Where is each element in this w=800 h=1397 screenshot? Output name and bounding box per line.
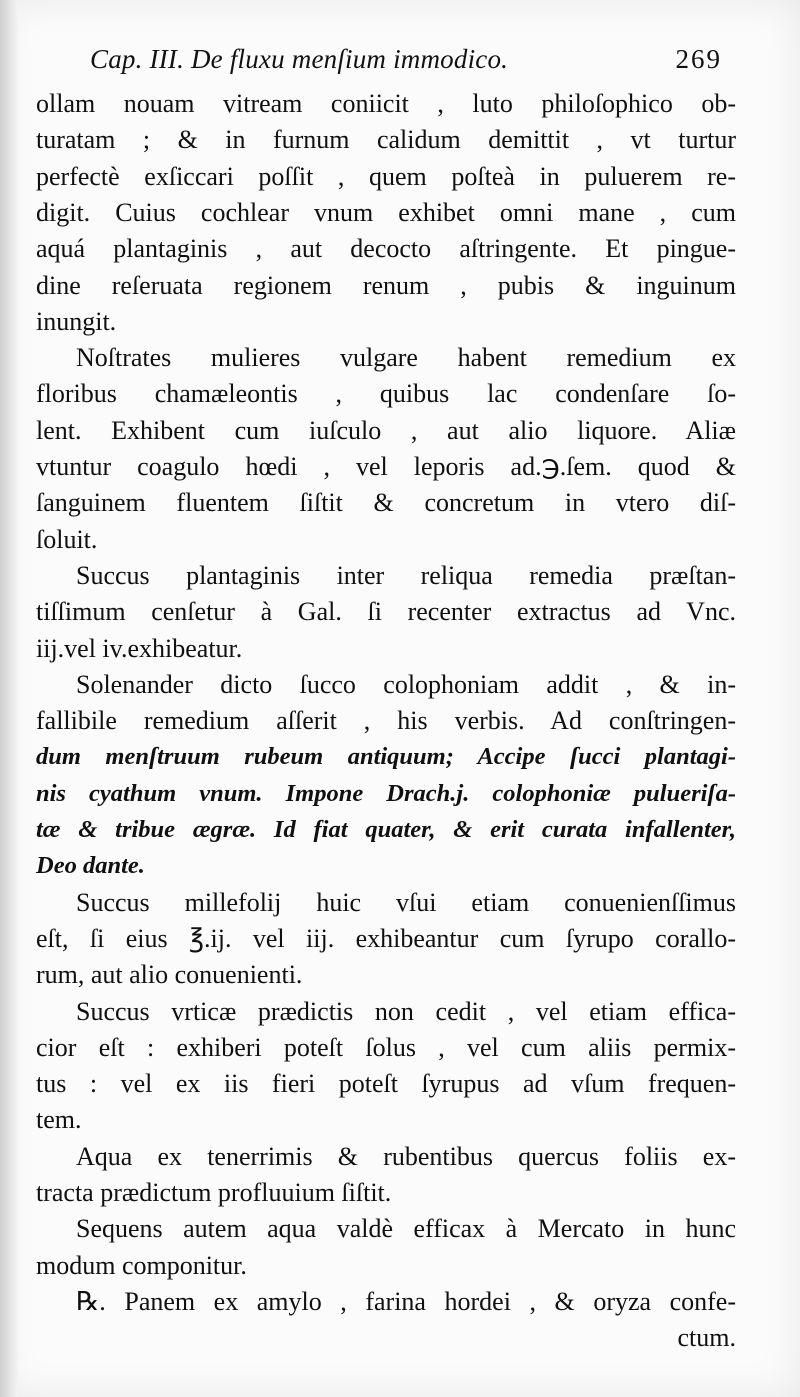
text-line: iij.vel iv.exhibeatur.	[36, 633, 243, 663]
text-line: ℞. Panem ex amylo , farina hordei , & oryza confe-	[76, 1286, 736, 1316]
text-line: ſanguinem fluentem ſiſtit & concretum in vtero diſ-	[36, 488, 736, 518]
text-line: Noſtrates mulieres vulgare habent remedium ex	[76, 343, 736, 373]
text-line: Succus vrticæ prædictis non cedit , vel etiam effica-	[76, 996, 736, 1026]
text-line: fallibile remedium aſſerit , his verbis. Ad conſtringen-	[36, 706, 736, 736]
text-line: Aqua ex tenerrimis & rubentibus quercus foliis ex-	[76, 1141, 736, 1171]
text-line: tæ & tribue ægræ. Id fiat quater, & erit curata infallenter,	[36, 816, 736, 843]
text-line: tus : vel ex iis fieri poteſt ſyrupus ad vſum frequen-	[36, 1069, 736, 1099]
text-line: vtuntur coagulo hœdi , vel leporis ad.℈.ſem. quod &	[36, 452, 736, 481]
page-header	[90, 44, 722, 88]
page-number: 269	[675, 44, 722, 74]
text-line: modum componitur.	[36, 1250, 247, 1280]
text-line: inungit.	[36, 306, 117, 336]
text-line: floribus chamæleontis , quibus lac condenſare ſo-	[36, 379, 736, 409]
text-line: digit. Cuius cochlear vnum exhibet omni mane , cum	[36, 197, 736, 227]
text-line: Deo dante.	[36, 852, 145, 880]
text-line: tem.	[36, 1105, 82, 1135]
text-line: Solenander dicto ſucco colophoniam addit , & in-	[76, 669, 736, 699]
text-line: tracta prædictum profluuium ſiſtit.	[36, 1178, 392, 1207]
text-line: cior eſt : exhiberi poteſt ſolus , vel cum aliis permix-	[36, 1032, 736, 1062]
text-line: ollam nouam vitream coniicit , luto philoſophico ob-	[36, 89, 736, 118]
text-line: turatam ; & in furnum calidum demittit , vt turtur	[36, 125, 736, 155]
text-line: dine reſeruata regionem renum , pubis & inguinum	[36, 270, 736, 300]
text-line: ctum.	[677, 1323, 736, 1353]
text-line: dum menſtruum rubeum antiquum; Accipe ſucci plantagi-	[36, 743, 736, 771]
text-line: nis cyathum vnum. Impone Drach.j. colophoniæ pulueriſa-	[36, 779, 736, 807]
text-line: perfectè exſiccari poſſit , quem poſteà in puluerem re-	[36, 161, 736, 191]
page-gutter-shadow	[0, 0, 18, 1397]
running-head: Cap. III. De fluxu menſium immodico.	[90, 44, 509, 74]
text-line: rum, aut alio conuenienti.	[36, 960, 303, 990]
text-line: tiſſimum cenſetur à Gal. ſi recenter extractus ad Vnc.	[36, 597, 736, 627]
text-line: ſoluit.	[36, 524, 98, 554]
text-line: Sequens autem aqua valdè efficax à Mercato in hunc	[76, 1214, 736, 1244]
text-line: eſt, ſi eius ℥.ij. vel iij. exhibeantur cum ſyrupo corallo-	[36, 923, 736, 953]
text-line: aquá plantaginis , aut decocto aſtringente. Et pingue-	[36, 234, 736, 264]
text-line: lent. Exhibent cum iuſculo , aut alio liquore. Aliæ	[36, 415, 736, 445]
text-line: Succus millefolij huic vſui etiam conuenienſſimus	[76, 887, 736, 917]
text-line: Succus plantaginis inter reliqua remedia præſtan-	[76, 560, 736, 590]
